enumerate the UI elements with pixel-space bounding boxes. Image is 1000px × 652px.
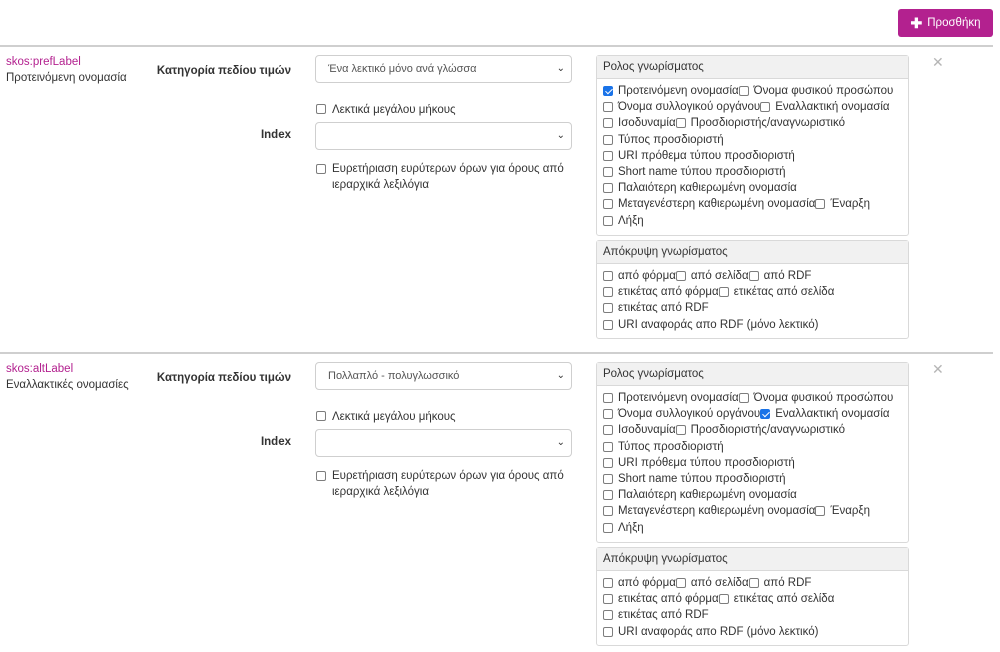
category-select[interactable] <box>315 362 572 390</box>
role-option[interactable] <box>603 150 795 162</box>
field-name: Εναλλακτικές ονομασίες <box>6 379 129 391</box>
role-option-label: Όνομα φυσικού προσώπου <box>753 392 894 405</box>
category-select-value: Πολλαπλό - πολυγλωσσικό <box>328 370 460 382</box>
hide-option[interactable] <box>719 593 835 605</box>
role-row <box>603 115 908 131</box>
hide-option[interactable] <box>603 302 709 314</box>
broader-terms-checkbox[interactable] <box>316 468 566 500</box>
role-row <box>603 99 908 115</box>
divider <box>0 45 993 47</box>
checkbox-box[interactable] <box>676 118 686 128</box>
role-option[interactable] <box>676 424 845 436</box>
broader-terms-label: Ευρετήριαση ευρύτερων όρων για όρους από ιεραρχικά λεξιλόγια <box>332 163 564 191</box>
hide-panel <box>596 240 909 339</box>
role-panel-title: Ρολος γνωρίσματος <box>597 56 908 79</box>
checkbox-box[interactable] <box>316 164 326 174</box>
role-row <box>603 164 908 180</box>
index-label: Index <box>260 436 291 448</box>
role-option-label: Λήξη <box>618 214 644 227</box>
checkbox-box[interactable] <box>603 578 613 588</box>
checkbox-box[interactable] <box>603 167 613 177</box>
hide-option-label: ετικέτας από σελίδα <box>733 286 835 299</box>
hide-panel-title: Απόκρυψη γνωρίσματος <box>597 241 908 264</box>
hide-panel <box>596 547 909 646</box>
checkbox-box[interactable] <box>760 409 770 419</box>
hide-option-label: ετικέτας από RDF <box>618 302 709 315</box>
role-option-label: URI πρόθεμα τύπου προσδιοριστή <box>618 456 795 469</box>
checkbox-box[interactable] <box>603 151 613 161</box>
close-icon[interactable]: ✕ <box>932 54 944 70</box>
role-option[interactable] <box>603 408 760 420</box>
hide-row <box>603 317 908 333</box>
checkbox-box[interactable] <box>603 442 613 452</box>
role-option-label: Εναλλακτική ονομασία <box>775 101 890 114</box>
role-option[interactable] <box>603 134 724 146</box>
checkbox-box[interactable] <box>719 287 729 297</box>
category-select-value: Ένα λεκτικό μόνο ανά γλώσσα <box>328 63 477 75</box>
role-option-label: Εναλλακτική ονομασία <box>775 408 890 421</box>
hide-option[interactable] <box>603 609 709 621</box>
role-option-label: Προσδιοριστής/αναγνωριστικό <box>690 117 845 130</box>
divider <box>0 352 993 354</box>
role-option[interactable] <box>676 117 845 129</box>
role-option-label: Λήξη <box>618 521 644 534</box>
chevron-down-icon: ⌄ <box>556 370 565 381</box>
role-option[interactable] <box>603 457 795 469</box>
role-option-label: URI πρόθεμα τύπου προσδιοριστή <box>618 149 795 162</box>
role-option-label: Προσδιοριστής/αναγνωριστικό <box>690 424 845 437</box>
hide-option-label: ετικέτας από φόρμα <box>618 286 719 299</box>
hide-option-label: από σελίδα <box>690 270 749 283</box>
checkbox-box[interactable] <box>676 578 686 588</box>
checkbox-box[interactable] <box>603 409 613 419</box>
role-option-label: Προτεινόμενη ονομασία <box>618 85 739 98</box>
hide-panel-title: Απόκρυψη γνωρίσματος <box>597 548 908 571</box>
role-row <box>603 213 908 229</box>
chevron-down-icon: ⌄ <box>556 437 565 448</box>
role-row <box>603 196 908 212</box>
role-row <box>603 503 908 519</box>
hide-option-label: από φόρμα <box>618 270 676 283</box>
index-label: Index <box>260 129 291 141</box>
checkbox-box[interactable] <box>603 627 613 637</box>
role-row <box>603 148 908 164</box>
hide-option-label: ετικέτας από σελίδα <box>733 593 835 606</box>
checkbox-box[interactable] <box>739 393 749 403</box>
role-option-label: Ισοδυναμία <box>618 117 676 130</box>
broader-terms-label: Ευρετήριαση ευρύτερων όρων για όρους από ιεραρχικά λεξιλόγια <box>332 470 564 498</box>
index-select[interactable] <box>315 122 572 150</box>
hide-option-label: ετικέτας από RDF <box>618 609 709 622</box>
role-option-label: Έναρξη <box>830 505 870 518</box>
role-option[interactable] <box>603 182 797 194</box>
hide-row <box>603 624 908 640</box>
checkbox-box[interactable] <box>316 471 326 481</box>
role-option[interactable] <box>603 392 739 404</box>
hide-option-label: από RDF <box>763 577 812 590</box>
role-row <box>603 406 908 422</box>
role-option[interactable] <box>760 101 889 113</box>
hide-option-label: URI αναφοράς απο RDF (μόνο λεκτικό) <box>618 625 819 638</box>
field-id: skos:altLabel <box>6 363 74 375</box>
role-row <box>603 471 908 487</box>
role-option-label: Προτεινόμενη ονομασία <box>618 392 739 405</box>
role-row <box>603 180 908 196</box>
checkbox-box[interactable] <box>603 458 613 468</box>
role-option-label: Όνομα συλλογικού οργάνου <box>618 101 761 114</box>
checkbox-box[interactable] <box>603 594 613 604</box>
add-button[interactable] <box>898 9 993 37</box>
hide-row <box>603 591 908 607</box>
role-option[interactable] <box>603 489 797 501</box>
checkbox-box[interactable] <box>603 199 613 209</box>
role-option[interactable] <box>815 505 870 517</box>
chevron-down-icon: ⌄ <box>556 63 565 74</box>
checkbox-box[interactable] <box>316 104 326 114</box>
checkbox-box[interactable] <box>760 102 770 112</box>
checkbox-box[interactable] <box>603 86 613 96</box>
role-option[interactable] <box>603 101 760 113</box>
hide-option-label: ετικέτας από φόρμα <box>618 593 719 606</box>
role-row <box>603 422 908 438</box>
field-name: Προτεινόμενη ονομασία <box>6 72 127 84</box>
role-option[interactable] <box>603 522 644 534</box>
hide-option[interactable] <box>719 286 835 298</box>
hide-option[interactable] <box>676 270 749 282</box>
role-option-label: Τύπος προσδιοριστή <box>618 440 724 453</box>
checkbox-box[interactable] <box>739 86 749 96</box>
role-option[interactable] <box>603 117 676 129</box>
role-option[interactable] <box>603 424 676 436</box>
checkbox-box[interactable] <box>603 216 613 226</box>
checkbox-box[interactable] <box>815 199 825 209</box>
category-label: Κατηγορία πεδίου τιμών <box>156 65 291 77</box>
role-option[interactable] <box>815 198 870 210</box>
hide-row <box>603 268 908 284</box>
role-option[interactable] <box>603 473 786 485</box>
role-option[interactable] <box>603 505 815 517</box>
role-row <box>603 83 908 99</box>
role-option[interactable] <box>603 215 644 227</box>
long-literals-checkbox[interactable] <box>316 411 456 423</box>
add-button-label: Προσθήκη <box>927 17 981 29</box>
long-literals-label: Λεκτικά μεγάλου μήκους <box>332 411 456 423</box>
plus-icon: ✚ <box>910 15 923 31</box>
close-icon[interactable]: ✕ <box>932 361 944 377</box>
role-option[interactable] <box>603 198 815 210</box>
checkbox-box[interactable] <box>603 118 613 128</box>
checkbox-box[interactable] <box>676 271 686 281</box>
checkbox-box[interactable] <box>719 594 729 604</box>
role-option[interactable] <box>760 408 889 420</box>
checkbox-box[interactable] <box>603 506 613 516</box>
role-option[interactable] <box>603 441 724 453</box>
role-option-label: Μεταγενέστερη καθιερωμένη ονομασία <box>618 505 816 518</box>
field-block <box>0 352 1000 652</box>
hide-option[interactable] <box>749 270 812 282</box>
checkbox-box[interactable] <box>316 411 326 421</box>
role-option[interactable] <box>603 166 786 178</box>
role-option-label: Όνομα συλλογικού οργάνου <box>618 408 761 421</box>
hide-option-label: από φόρμα <box>618 577 676 590</box>
checkbox-box[interactable] <box>603 490 613 500</box>
index-select[interactable] <box>315 429 572 457</box>
role-row <box>603 520 908 536</box>
category-label: Κατηγορία πεδίου τιμών <box>156 372 291 384</box>
role-option-label: Όνομα φυσικού προσώπου <box>753 85 894 98</box>
hide-option[interactable] <box>603 319 818 331</box>
hide-option[interactable] <box>603 593 719 605</box>
checkbox-box[interactable] <box>603 474 613 484</box>
checkbox-box[interactable] <box>749 271 759 281</box>
checkbox-box[interactable] <box>603 287 613 297</box>
role-option-label: Μεταγενέστερη καθιερωμένη ονομασία <box>618 198 816 211</box>
hide-option[interactable] <box>603 286 719 298</box>
checkbox-box[interactable] <box>603 320 613 330</box>
role-panel <box>596 362 909 543</box>
role-row <box>603 455 908 471</box>
field-block <box>0 45 1000 345</box>
checkbox-box[interactable] <box>603 271 613 281</box>
hide-option-label: από RDF <box>763 270 812 283</box>
hide-option[interactable] <box>676 577 749 589</box>
role-option-label: Έναρξη <box>830 198 870 211</box>
long-literals-checkbox[interactable] <box>316 104 456 116</box>
role-row <box>603 439 908 455</box>
role-option-label: Παλαιότερη καθιερωμένη ονομασία <box>618 182 797 195</box>
hide-option[interactable] <box>603 270 676 282</box>
hide-row <box>603 300 908 316</box>
checkbox-box[interactable] <box>676 425 686 435</box>
role-option-label: Παλαιότερη καθιερωμένη ονομασία <box>618 489 797 502</box>
hide-option-label: από σελίδα <box>690 577 749 590</box>
role-option[interactable] <box>739 85 894 97</box>
role-option-label: Short name τύπου προσδιοριστή <box>618 166 786 179</box>
hide-row <box>603 607 908 623</box>
hide-option-label: URI αναφοράς απο RDF (μόνο λεκτικό) <box>618 318 819 331</box>
checkbox-box[interactable] <box>603 183 613 193</box>
category-select[interactable] <box>315 55 572 83</box>
checkbox-box[interactable] <box>603 425 613 435</box>
role-row <box>603 487 908 503</box>
long-literals-label: Λεκτικά μεγάλου μήκους <box>332 104 456 116</box>
checkbox-box[interactable] <box>749 578 759 588</box>
field-id: skos:prefLabel <box>6 56 81 68</box>
role-option-label: Τύπος προσδιοριστή <box>618 133 724 146</box>
hide-option[interactable] <box>603 626 818 638</box>
checkbox-box[interactable] <box>603 523 613 533</box>
hide-row <box>603 575 908 591</box>
role-row <box>603 132 908 148</box>
role-option-label: Short name τύπου προσδιοριστή <box>618 473 786 486</box>
hide-option[interactable] <box>603 577 676 589</box>
role-panel-title: Ρολος γνωρίσματος <box>597 363 908 386</box>
role-row <box>603 390 908 406</box>
checkbox-box[interactable] <box>603 102 613 112</box>
checkbox-box[interactable] <box>815 506 825 516</box>
chevron-down-icon: ⌄ <box>556 130 565 141</box>
broader-terms-checkbox[interactable] <box>316 161 566 193</box>
role-option[interactable] <box>739 392 894 404</box>
role-option[interactable] <box>603 85 739 97</box>
checkbox-box[interactable] <box>603 303 613 313</box>
checkbox-box[interactable] <box>603 393 613 403</box>
role-option-label: Ισοδυναμία <box>618 424 676 437</box>
checkbox-box[interactable] <box>603 610 613 620</box>
role-panel <box>596 55 909 236</box>
hide-option[interactable] <box>749 577 812 589</box>
checkbox-box[interactable] <box>603 135 613 145</box>
hide-row <box>603 284 908 300</box>
